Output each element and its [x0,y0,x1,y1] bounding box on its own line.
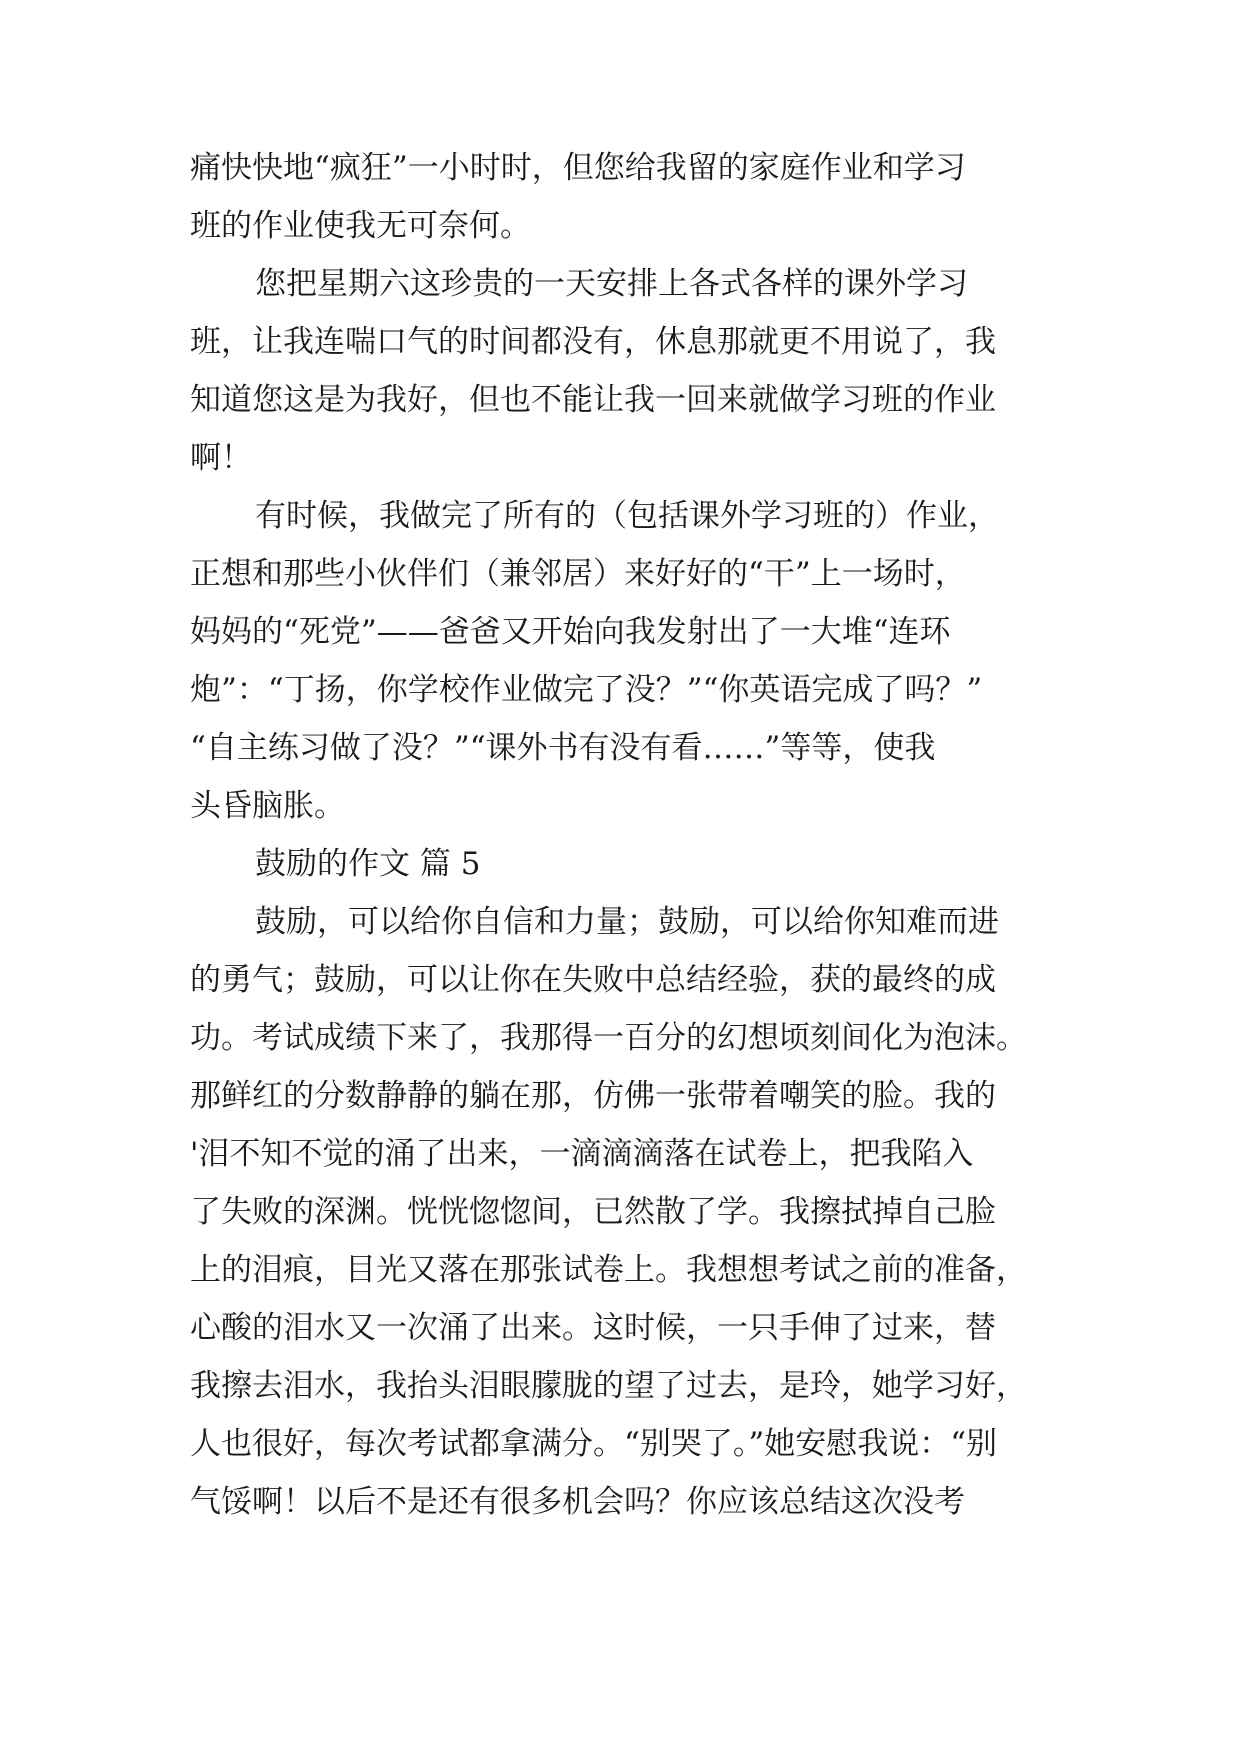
text-line: 啊！ [190,440,252,476]
text-line: 那鲜红的分数静静的躺在那，仿佛一张带着嘲笑的脸。我的 [190,1078,996,1114]
text-line: 正想和那些小伙伴们（兼邻居）来好好的“干”上一场时， [190,556,966,592]
text-line: 心酸的泪水又一次涌了出来。这时候，一只手伸了过来，替 [190,1310,996,1346]
text-line: 功。考试成绩下来了，我那得一百分的幻想顷刻间化为泡沫。 [190,1020,1027,1056]
paragraph-start: 鼓励，可以给你自信和力量；鼓励，可以给你知难而进 [255,904,999,940]
section-heading: 鼓励的作文 篇 5 [255,846,481,882]
text-line: 人也很好，每次考试都拿满分。“别哭了。”她安慰我说：“别 [190,1426,998,1462]
text-line: 了失败的深渊。恍恍惚惚间，已然散了学。我擦拭掉自己脸 [190,1194,996,1230]
text-line: 我擦去泪水，我抬头泪眼朦胧的望了过去，是玲，她学习好， [190,1368,1027,1404]
text-line: 气馁啊！以后不是还有很多机会吗？你应该总结这次没考 [190,1484,965,1520]
text-line: 上的泪痕，目光又落在那张试卷上。我想想考试之前的准备， [190,1252,1027,1288]
text-line: 头昏脑胀。 [190,788,345,824]
text-line: 班的作业使我无可奈何。 [190,208,531,244]
paragraph-start: 有时候，我做完了所有的（包括课外学习班的）作业， [255,498,999,534]
text-line: '泪不知不觉的涌了出来，一滴滴滴落在试卷上，把我陷入 [190,1136,974,1172]
paragraph-start: 您把星期六这珍贵的一天安排上各式各样的课外学习 [255,266,968,302]
text-line: “自主练习做了没？”“课外书有没有看……”等等，使我 [190,730,936,766]
text-line: 知道您这是为我好，但也不能让我一回来就做学习班的作业 [190,382,996,418]
text-line: 痛快快地“疯狂”一小时时，但您给我留的家庭作业和学习 [190,150,966,186]
text-line: 的勇气；鼓励，可以让你在失败中总结经验，获的最终的成 [190,962,996,998]
text-line: 班，让我连喘口气的时间都没有，休息那就更不用说了，我 [190,324,996,360]
text-line: 妈妈的“死党”——爸爸又开始向我发射出了一大堆“连环 [190,614,951,650]
text-line: 炮”：“丁扬，你学校作业做完了没？”“你英语完成了吗？” [190,672,983,708]
